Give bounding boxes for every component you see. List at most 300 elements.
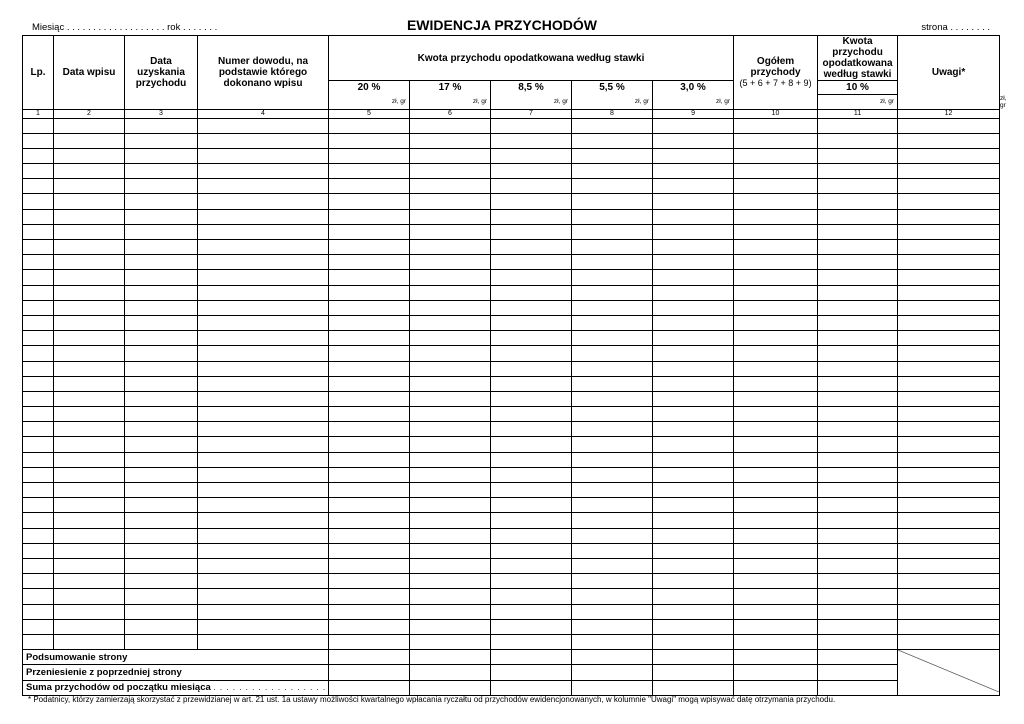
ledger-cell[interactable] bbox=[572, 483, 653, 498]
ledger-cell[interactable] bbox=[23, 179, 54, 194]
summary-cell[interactable] bbox=[653, 680, 734, 695]
ledger-cell[interactable] bbox=[653, 452, 734, 467]
ledger-cell[interactable] bbox=[572, 148, 653, 163]
ledger-cell[interactable] bbox=[125, 361, 198, 376]
summary-cell[interactable] bbox=[734, 650, 818, 665]
ledger-cell[interactable] bbox=[572, 209, 653, 224]
ledger-cell[interactable] bbox=[818, 224, 898, 239]
ledger-cell[interactable] bbox=[491, 634, 572, 649]
ledger-cell[interactable] bbox=[198, 331, 329, 346]
summary-cell[interactable] bbox=[491, 680, 572, 695]
ledger-cell[interactable] bbox=[818, 179, 898, 194]
ledger-cell[interactable] bbox=[410, 528, 491, 543]
ledger-cell[interactable] bbox=[54, 376, 125, 391]
ledger-cell[interactable] bbox=[491, 467, 572, 482]
ledger-cell[interactable] bbox=[491, 483, 572, 498]
ledger-cell[interactable] bbox=[572, 361, 653, 376]
ledger-cell[interactable] bbox=[54, 209, 125, 224]
ledger-cell[interactable] bbox=[653, 513, 734, 528]
ledger-cell[interactable] bbox=[653, 224, 734, 239]
ledger-cell[interactable] bbox=[125, 315, 198, 330]
ledger-cell[interactable] bbox=[410, 452, 491, 467]
ledger-cell[interactable] bbox=[410, 604, 491, 619]
ledger-cell[interactable] bbox=[491, 164, 572, 179]
ledger-cell[interactable] bbox=[572, 589, 653, 604]
summary-cell[interactable] bbox=[572, 650, 653, 665]
ledger-cell[interactable] bbox=[125, 391, 198, 406]
summary-cell[interactable] bbox=[329, 680, 410, 695]
ledger-cell[interactable] bbox=[198, 209, 329, 224]
ledger-cell[interactable] bbox=[23, 240, 54, 255]
ledger-cell[interactable] bbox=[54, 574, 125, 589]
ledger-cell[interactable] bbox=[23, 422, 54, 437]
ledger-cell[interactable] bbox=[23, 391, 54, 406]
ledger-cell[interactable] bbox=[410, 361, 491, 376]
ledger-cell[interactable] bbox=[23, 452, 54, 467]
ledger-cell[interactable] bbox=[198, 270, 329, 285]
ledger-cell[interactable] bbox=[734, 148, 818, 163]
summary-cell[interactable] bbox=[410, 680, 491, 695]
summary-cell[interactable] bbox=[329, 665, 410, 680]
ledger-cell[interactable] bbox=[125, 619, 198, 634]
ledger-cell[interactable] bbox=[54, 285, 125, 300]
ledger-cell[interactable] bbox=[125, 467, 198, 482]
ledger-cell[interactable] bbox=[734, 194, 818, 209]
ledger-cell[interactable] bbox=[572, 619, 653, 634]
ledger-cell[interactable] bbox=[125, 437, 198, 452]
ledger-cell[interactable] bbox=[329, 634, 410, 649]
ledger-cell[interactable] bbox=[329, 285, 410, 300]
ledger-cell[interactable] bbox=[23, 361, 54, 376]
ledger-cell[interactable] bbox=[125, 483, 198, 498]
ledger-cell[interactable] bbox=[54, 407, 125, 422]
ledger-cell[interactable] bbox=[410, 300, 491, 315]
ledger-cell[interactable] bbox=[23, 467, 54, 482]
ledger-cell[interactable] bbox=[329, 270, 410, 285]
ledger-cell[interactable] bbox=[54, 361, 125, 376]
ledger-cell[interactable] bbox=[653, 315, 734, 330]
ledger-cell[interactable] bbox=[734, 498, 818, 513]
ledger-cell[interactable] bbox=[23, 255, 54, 270]
ledger-cell[interactable] bbox=[491, 133, 572, 148]
ledger-cell[interactable] bbox=[491, 407, 572, 422]
ledger-cell[interactable] bbox=[734, 452, 818, 467]
ledger-cell[interactable] bbox=[410, 209, 491, 224]
ledger-cell[interactable] bbox=[198, 513, 329, 528]
summary-cell[interactable] bbox=[491, 665, 572, 680]
ledger-cell[interactable] bbox=[898, 240, 1000, 255]
ledger-cell[interactable] bbox=[734, 391, 818, 406]
ledger-cell[interactable] bbox=[54, 148, 125, 163]
ledger-cell[interactable] bbox=[653, 422, 734, 437]
ledger-cell[interactable] bbox=[898, 467, 1000, 482]
ledger-cell[interactable] bbox=[410, 179, 491, 194]
ledger-cell[interactable] bbox=[198, 619, 329, 634]
ledger-cell[interactable] bbox=[818, 407, 898, 422]
ledger-cell[interactable] bbox=[653, 558, 734, 573]
ledger-cell[interactable] bbox=[734, 179, 818, 194]
ledger-cell[interactable] bbox=[125, 558, 198, 573]
ledger-cell[interactable] bbox=[898, 391, 1000, 406]
ledger-cell[interactable] bbox=[898, 558, 1000, 573]
ledger-cell[interactable] bbox=[23, 133, 54, 148]
ledger-cell[interactable] bbox=[818, 619, 898, 634]
ledger-cell[interactable] bbox=[198, 285, 329, 300]
ledger-cell[interactable] bbox=[491, 118, 572, 133]
ledger-cell[interactable] bbox=[898, 255, 1000, 270]
ledger-cell[interactable] bbox=[198, 224, 329, 239]
ledger-cell[interactable] bbox=[898, 528, 1000, 543]
ledger-cell[interactable] bbox=[125, 331, 198, 346]
ledger-cell[interactable] bbox=[54, 315, 125, 330]
ledger-cell[interactable] bbox=[23, 209, 54, 224]
ledger-cell[interactable] bbox=[572, 467, 653, 482]
summary-cell[interactable] bbox=[653, 650, 734, 665]
ledger-cell[interactable] bbox=[898, 224, 1000, 239]
ledger-cell[interactable] bbox=[572, 634, 653, 649]
ledger-cell[interactable] bbox=[410, 285, 491, 300]
ledger-cell[interactable] bbox=[198, 483, 329, 498]
ledger-cell[interactable] bbox=[329, 133, 410, 148]
ledger-cell[interactable] bbox=[125, 574, 198, 589]
ledger-cell[interactable] bbox=[734, 467, 818, 482]
ledger-cell[interactable] bbox=[491, 604, 572, 619]
ledger-cell[interactable] bbox=[23, 376, 54, 391]
ledger-cell[interactable] bbox=[491, 422, 572, 437]
ledger-cell[interactable] bbox=[54, 118, 125, 133]
ledger-cell[interactable] bbox=[54, 240, 125, 255]
ledger-cell[interactable] bbox=[23, 407, 54, 422]
ledger-cell[interactable] bbox=[818, 194, 898, 209]
ledger-cell[interactable] bbox=[491, 255, 572, 270]
ledger-cell[interactable] bbox=[198, 164, 329, 179]
ledger-cell[interactable] bbox=[491, 619, 572, 634]
ledger-cell[interactable] bbox=[734, 118, 818, 133]
ledger-cell[interactable] bbox=[734, 315, 818, 330]
ledger-cell[interactable] bbox=[125, 300, 198, 315]
ledger-cell[interactable] bbox=[898, 270, 1000, 285]
ledger-cell[interactable] bbox=[653, 361, 734, 376]
ledger-cell[interactable] bbox=[329, 558, 410, 573]
ledger-cell[interactable] bbox=[54, 543, 125, 558]
ledger-cell[interactable] bbox=[653, 240, 734, 255]
ledger-cell[interactable] bbox=[653, 255, 734, 270]
ledger-cell[interactable] bbox=[23, 346, 54, 361]
ledger-cell[interactable] bbox=[572, 543, 653, 558]
ledger-cell[interactable] bbox=[572, 528, 653, 543]
ledger-cell[interactable] bbox=[198, 255, 329, 270]
ledger-cell[interactable] bbox=[818, 483, 898, 498]
ledger-cell[interactable] bbox=[329, 467, 410, 482]
ledger-cell[interactable] bbox=[410, 391, 491, 406]
ledger-cell[interactable] bbox=[23, 285, 54, 300]
ledger-cell[interactable] bbox=[23, 315, 54, 330]
ledger-cell[interactable] bbox=[653, 437, 734, 452]
ledger-cell[interactable] bbox=[410, 574, 491, 589]
ledger-cell[interactable] bbox=[198, 300, 329, 315]
ledger-cell[interactable] bbox=[54, 179, 125, 194]
ledger-cell[interactable] bbox=[734, 285, 818, 300]
ledger-cell[interactable] bbox=[329, 315, 410, 330]
ledger-cell[interactable] bbox=[329, 391, 410, 406]
ledger-cell[interactable] bbox=[653, 179, 734, 194]
ledger-cell[interactable] bbox=[54, 634, 125, 649]
ledger-cell[interactable] bbox=[23, 331, 54, 346]
ledger-cell[interactable] bbox=[898, 376, 1000, 391]
ledger-cell[interactable] bbox=[125, 133, 198, 148]
ledger-cell[interactable] bbox=[491, 315, 572, 330]
ledger-cell[interactable] bbox=[572, 437, 653, 452]
ledger-cell[interactable] bbox=[410, 315, 491, 330]
ledger-cell[interactable] bbox=[125, 543, 198, 558]
ledger-cell[interactable] bbox=[572, 346, 653, 361]
ledger-cell[interactable] bbox=[198, 346, 329, 361]
ledger-cell[interactable] bbox=[125, 422, 198, 437]
ledger-cell[interactable] bbox=[653, 209, 734, 224]
ledger-cell[interactable] bbox=[125, 209, 198, 224]
ledger-cell[interactable] bbox=[54, 391, 125, 406]
ledger-cell[interactable] bbox=[54, 346, 125, 361]
ledger-cell[interactable] bbox=[329, 148, 410, 163]
ledger-cell[interactable] bbox=[410, 270, 491, 285]
ledger-cell[interactable] bbox=[410, 483, 491, 498]
ledger-cell[interactable] bbox=[329, 179, 410, 194]
ledger-cell[interactable] bbox=[329, 118, 410, 133]
ledger-cell[interactable] bbox=[329, 331, 410, 346]
ledger-cell[interactable] bbox=[734, 346, 818, 361]
ledger-cell[interactable] bbox=[23, 483, 54, 498]
ledger-cell[interactable] bbox=[818, 346, 898, 361]
ledger-cell[interactable] bbox=[572, 498, 653, 513]
ledger-cell[interactable] bbox=[572, 574, 653, 589]
ledger-cell[interactable] bbox=[198, 361, 329, 376]
ledger-cell[interactable] bbox=[653, 148, 734, 163]
ledger-cell[interactable] bbox=[23, 194, 54, 209]
summary-cell[interactable] bbox=[491, 650, 572, 665]
ledger-cell[interactable] bbox=[23, 437, 54, 452]
ledger-cell[interactable] bbox=[410, 589, 491, 604]
ledger-cell[interactable] bbox=[572, 315, 653, 330]
ledger-cell[interactable] bbox=[125, 118, 198, 133]
ledger-cell[interactable] bbox=[329, 300, 410, 315]
ledger-cell[interactable] bbox=[491, 361, 572, 376]
ledger-cell[interactable] bbox=[734, 422, 818, 437]
ledger-cell[interactable] bbox=[491, 498, 572, 513]
summary-cell[interactable] bbox=[572, 665, 653, 680]
ledger-cell[interactable] bbox=[572, 391, 653, 406]
ledger-cell[interactable] bbox=[818, 604, 898, 619]
ledger-cell[interactable] bbox=[23, 574, 54, 589]
ledger-cell[interactable] bbox=[329, 452, 410, 467]
ledger-cell[interactable] bbox=[23, 634, 54, 649]
ledger-cell[interactable] bbox=[818, 255, 898, 270]
ledger-cell[interactable] bbox=[54, 331, 125, 346]
ledger-cell[interactable] bbox=[572, 194, 653, 209]
ledger-cell[interactable] bbox=[491, 513, 572, 528]
ledger-cell[interactable] bbox=[818, 118, 898, 133]
ledger-cell[interactable] bbox=[329, 513, 410, 528]
ledger-cell[interactable] bbox=[653, 194, 734, 209]
ledger-cell[interactable] bbox=[898, 194, 1000, 209]
ledger-cell[interactable] bbox=[54, 422, 125, 437]
ledger-cell[interactable] bbox=[818, 543, 898, 558]
ledger-cell[interactable] bbox=[410, 346, 491, 361]
ledger-cell[interactable] bbox=[734, 133, 818, 148]
ledger-cell[interactable] bbox=[491, 209, 572, 224]
ledger-cell[interactable] bbox=[125, 194, 198, 209]
ledger-cell[interactable] bbox=[198, 498, 329, 513]
ledger-cell[interactable] bbox=[734, 255, 818, 270]
ledger-cell[interactable] bbox=[410, 619, 491, 634]
ledger-cell[interactable] bbox=[23, 543, 54, 558]
ledger-cell[interactable] bbox=[54, 483, 125, 498]
ledger-cell[interactable] bbox=[818, 133, 898, 148]
ledger-cell[interactable] bbox=[410, 133, 491, 148]
ledger-cell[interactable] bbox=[54, 467, 125, 482]
ledger-cell[interactable] bbox=[125, 255, 198, 270]
ledger-cell[interactable] bbox=[54, 498, 125, 513]
ledger-cell[interactable] bbox=[491, 300, 572, 315]
ledger-cell[interactable] bbox=[734, 619, 818, 634]
ledger-cell[interactable] bbox=[198, 376, 329, 391]
ledger-cell[interactable] bbox=[54, 452, 125, 467]
ledger-cell[interactable] bbox=[410, 376, 491, 391]
ledger-cell[interactable] bbox=[572, 240, 653, 255]
ledger-cell[interactable] bbox=[125, 589, 198, 604]
ledger-cell[interactable] bbox=[734, 376, 818, 391]
ledger-cell[interactable] bbox=[125, 148, 198, 163]
ledger-cell[interactable] bbox=[410, 118, 491, 133]
ledger-cell[interactable] bbox=[653, 118, 734, 133]
ledger-cell[interactable] bbox=[898, 437, 1000, 452]
ledger-cell[interactable] bbox=[818, 315, 898, 330]
ledger-cell[interactable] bbox=[898, 422, 1000, 437]
ledger-cell[interactable] bbox=[329, 376, 410, 391]
ledger-cell[interactable] bbox=[898, 315, 1000, 330]
ledger-cell[interactable] bbox=[898, 574, 1000, 589]
ledger-cell[interactable] bbox=[23, 148, 54, 163]
ledger-cell[interactable] bbox=[653, 270, 734, 285]
ledger-cell[interactable] bbox=[125, 285, 198, 300]
ledger-cell[interactable] bbox=[23, 118, 54, 133]
ledger-cell[interactable] bbox=[410, 437, 491, 452]
ledger-cell[interactable] bbox=[54, 619, 125, 634]
ledger-cell[interactable] bbox=[572, 513, 653, 528]
ledger-cell[interactable] bbox=[818, 574, 898, 589]
ledger-cell[interactable] bbox=[898, 604, 1000, 619]
ledger-cell[interactable] bbox=[198, 118, 329, 133]
ledger-cell[interactable] bbox=[818, 240, 898, 255]
ledger-cell[interactable] bbox=[125, 407, 198, 422]
ledger-cell[interactable] bbox=[329, 361, 410, 376]
ledger-cell[interactable] bbox=[23, 619, 54, 634]
ledger-cell[interactable] bbox=[572, 285, 653, 300]
ledger-cell[interactable] bbox=[898, 300, 1000, 315]
ledger-cell[interactable] bbox=[329, 194, 410, 209]
ledger-cell[interactable] bbox=[818, 361, 898, 376]
ledger-cell[interactable] bbox=[734, 634, 818, 649]
ledger-cell[interactable] bbox=[898, 513, 1000, 528]
ledger-cell[interactable] bbox=[653, 543, 734, 558]
ledger-cell[interactable] bbox=[898, 346, 1000, 361]
ledger-cell[interactable] bbox=[818, 164, 898, 179]
ledger-cell[interactable] bbox=[198, 148, 329, 163]
ledger-cell[interactable] bbox=[818, 467, 898, 482]
ledger-cell[interactable] bbox=[54, 300, 125, 315]
ledger-cell[interactable] bbox=[653, 346, 734, 361]
ledger-cell[interactable] bbox=[572, 376, 653, 391]
ledger-cell[interactable] bbox=[818, 148, 898, 163]
ledger-cell[interactable] bbox=[898, 619, 1000, 634]
ledger-cell[interactable] bbox=[898, 118, 1000, 133]
ledger-cell[interactable] bbox=[734, 270, 818, 285]
ledger-cell[interactable] bbox=[491, 543, 572, 558]
ledger-cell[interactable] bbox=[125, 513, 198, 528]
ledger-cell[interactable] bbox=[818, 634, 898, 649]
ledger-cell[interactable] bbox=[734, 437, 818, 452]
ledger-cell[interactable] bbox=[491, 285, 572, 300]
summary-cell[interactable] bbox=[410, 650, 491, 665]
ledger-cell[interactable] bbox=[198, 634, 329, 649]
ledger-cell[interactable] bbox=[329, 437, 410, 452]
ledger-cell[interactable] bbox=[898, 179, 1000, 194]
ledger-cell[interactable] bbox=[734, 574, 818, 589]
ledger-cell[interactable] bbox=[818, 558, 898, 573]
ledger-cell[interactable] bbox=[54, 164, 125, 179]
ledger-cell[interactable] bbox=[491, 391, 572, 406]
ledger-cell[interactable] bbox=[572, 331, 653, 346]
ledger-cell[interactable] bbox=[329, 619, 410, 634]
summary-cell[interactable] bbox=[818, 665, 898, 680]
ledger-cell[interactable] bbox=[329, 240, 410, 255]
ledger-cell[interactable] bbox=[734, 558, 818, 573]
ledger-cell[interactable] bbox=[818, 528, 898, 543]
ledger-cell[interactable] bbox=[125, 346, 198, 361]
ledger-cell[interactable] bbox=[572, 422, 653, 437]
ledger-cell[interactable] bbox=[23, 224, 54, 239]
ledger-cell[interactable] bbox=[54, 224, 125, 239]
ledger-cell[interactable] bbox=[410, 331, 491, 346]
ledger-cell[interactable] bbox=[491, 194, 572, 209]
summary-cell[interactable] bbox=[329, 650, 410, 665]
ledger-cell[interactable] bbox=[653, 164, 734, 179]
summary-cell[interactable] bbox=[734, 665, 818, 680]
ledger-cell[interactable] bbox=[125, 604, 198, 619]
ledger-cell[interactable] bbox=[898, 634, 1000, 649]
ledger-cell[interactable] bbox=[410, 498, 491, 513]
ledger-cell[interactable] bbox=[734, 224, 818, 239]
ledger-cell[interactable] bbox=[23, 164, 54, 179]
ledger-cell[interactable] bbox=[198, 437, 329, 452]
ledger-cell[interactable] bbox=[898, 133, 1000, 148]
ledger-cell[interactable] bbox=[23, 589, 54, 604]
ledger-cell[interactable] bbox=[734, 407, 818, 422]
ledger-cell[interactable] bbox=[491, 574, 572, 589]
ledger-cell[interactable] bbox=[653, 391, 734, 406]
ledger-cell[interactable] bbox=[410, 194, 491, 209]
ledger-cell[interactable] bbox=[818, 270, 898, 285]
ledger-cell[interactable] bbox=[410, 407, 491, 422]
ledger-cell[interactable] bbox=[198, 543, 329, 558]
ledger-cell[interactable] bbox=[125, 528, 198, 543]
ledger-cell[interactable] bbox=[734, 331, 818, 346]
ledger-cell[interactable] bbox=[125, 498, 198, 513]
ledger-cell[interactable] bbox=[572, 604, 653, 619]
ledger-cell[interactable] bbox=[653, 634, 734, 649]
ledger-cell[interactable] bbox=[898, 331, 1000, 346]
ledger-cell[interactable] bbox=[653, 467, 734, 482]
ledger-cell[interactable] bbox=[653, 574, 734, 589]
